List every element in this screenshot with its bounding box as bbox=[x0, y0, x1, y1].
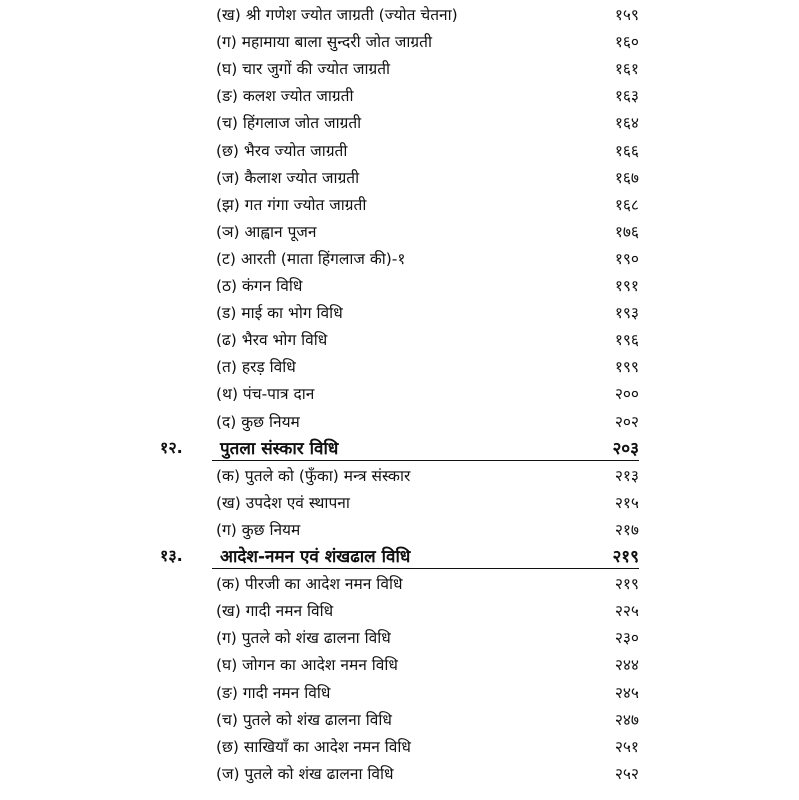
page-number: २१७ bbox=[614, 520, 639, 539]
entry-label: (च) हिंगलाज जोत जाग्रती bbox=[216, 114, 362, 133]
page-number: १६३ bbox=[614, 87, 639, 106]
toc-entry-row bbox=[0, 761, 799, 788]
toc-entry-row bbox=[0, 273, 799, 300]
entry-label: (ग) महामाया बाला सुन्दरी जोत जाग्रती bbox=[216, 33, 432, 52]
toc-entry-row bbox=[0, 354, 799, 381]
entry-label: (च) पुतले को शंख ढालना विधि bbox=[216, 710, 392, 729]
page-number: १९३ bbox=[614, 304, 639, 323]
page-number: २५१ bbox=[614, 737, 639, 756]
section-title: आदेश-नमन एवं शंखढाल विधि bbox=[220, 547, 411, 567]
toc-entry-row bbox=[0, 138, 799, 165]
page-number: १६६ bbox=[614, 141, 639, 160]
entry-label: (ज) कैलाश ज्योत जाग्रती bbox=[216, 168, 360, 187]
toc-entry-row bbox=[0, 300, 799, 327]
toc-entry-row bbox=[0, 2, 799, 29]
section-underline bbox=[212, 568, 639, 569]
entry-label: (ज) पुतले को शंख ढालना विधि bbox=[216, 764, 394, 783]
entry-label: (ढ) भैरव भोग विधि bbox=[216, 331, 328, 350]
toc-entry-row bbox=[0, 29, 799, 56]
toc-entry-row bbox=[0, 490, 799, 517]
toc-entry-row bbox=[0, 165, 799, 192]
entry-label: (ठ) कंगन विधि bbox=[216, 277, 303, 295]
toc-entry-row bbox=[0, 598, 799, 625]
page-number: २०० bbox=[614, 385, 639, 404]
toc-entry-row bbox=[0, 409, 799, 436]
toc-entry-row bbox=[0, 219, 799, 246]
toc-entry-row bbox=[0, 192, 799, 219]
page-number: २३० bbox=[614, 629, 639, 648]
page-number: १९६ bbox=[614, 331, 639, 350]
section-title: पुतला संस्कार विधि bbox=[220, 438, 339, 459]
entry-label: (द) कुछ नियम bbox=[216, 412, 300, 431]
entry-label: (ख) उपदेश एवं स्थापना bbox=[216, 493, 350, 512]
page-number: १९९ bbox=[614, 358, 639, 377]
page-number: २०३ bbox=[612, 438, 639, 459]
page-number: १६१ bbox=[614, 60, 639, 79]
page-number: २१९ bbox=[612, 547, 639, 567]
entry-label: (घ) चार जुगों की ज्योत जाग्रती bbox=[216, 60, 391, 79]
toc-entry-row bbox=[0, 246, 799, 273]
section-number: १२. bbox=[160, 437, 183, 457]
page-number: १५९ bbox=[614, 6, 639, 24]
page-number: २४४ bbox=[614, 656, 639, 675]
page-number: २४५ bbox=[614, 683, 639, 702]
page-number: २१५ bbox=[614, 493, 639, 512]
entry-label: (ड) माई का भोग विधि bbox=[216, 304, 343, 323]
toc-section-row bbox=[0, 436, 799, 463]
entry-label: (ग) पुतले को शंख ढालना विधि bbox=[216, 629, 391, 648]
toc-entry-row bbox=[0, 625, 799, 652]
entry-label: (छ) भैरव ज्योत जाग्रती bbox=[216, 141, 348, 160]
page-number: १६४ bbox=[614, 114, 639, 133]
entry-label: (ङ) कलश ज्योत जाग्रती bbox=[216, 87, 354, 106]
page-number: १७६ bbox=[614, 222, 639, 241]
entry-label: (ग) कुछ नियम bbox=[216, 520, 301, 539]
toc-entry-row bbox=[0, 327, 799, 354]
entry-label: (ख) श्री गणेश ज्योत जाग्रती (ज्योत चेतना) bbox=[216, 6, 458, 24]
entry-label: (क) पीरजी का आदेश नमन विधि bbox=[216, 575, 403, 594]
page-number: १९० bbox=[614, 249, 639, 268]
entry-label: (घ) जोगन का आदेश नमन विधि bbox=[216, 656, 398, 675]
toc-entry-row bbox=[0, 463, 799, 490]
toc-section-row bbox=[0, 544, 799, 571]
page-number: २०२ bbox=[614, 412, 639, 431]
entry-label: (ञ) आह्वान पूजन bbox=[216, 222, 317, 241]
toc-entry-row bbox=[0, 83, 799, 110]
toc-entry-row bbox=[0, 517, 799, 544]
entry-label: (ख) गादी नमन विधि bbox=[216, 602, 334, 621]
page-number: १६० bbox=[614, 33, 639, 52]
page-number: २२५ bbox=[614, 602, 639, 621]
page-number: १९१ bbox=[614, 277, 639, 295]
toc-entry-row bbox=[0, 571, 799, 598]
toc-entry-row bbox=[0, 56, 799, 83]
toc-entry-row bbox=[0, 707, 799, 734]
entry-label: (ङ) गादी नमन विधि bbox=[216, 683, 331, 702]
page-number: २१३ bbox=[614, 466, 639, 485]
entry-label: (झ) गत गंगा ज्योत जाग्रती bbox=[216, 195, 367, 214]
page-number: २४७ bbox=[614, 710, 639, 729]
entry-label: (त) हरड़ विधि bbox=[216, 358, 296, 377]
toc-entry-row bbox=[0, 110, 799, 137]
toc-entry-row bbox=[0, 652, 799, 679]
entry-label: (थ) पंच-पात्र दान bbox=[216, 385, 315, 404]
toc-entry-row bbox=[0, 381, 799, 408]
page-number: १६७ bbox=[614, 168, 639, 187]
page-number: १६८ bbox=[614, 195, 639, 214]
toc-entry-row bbox=[0, 680, 799, 707]
entry-label: (छ) साखियाँ का आदेश नमन विधि bbox=[216, 737, 411, 756]
page-number: २५२ bbox=[614, 764, 639, 783]
page-number: २१९ bbox=[614, 575, 639, 594]
section-number: १३. bbox=[160, 546, 183, 565]
entry-label: (क) पुतले को (फुँका) मन्त्र संस्कार bbox=[216, 466, 411, 485]
section-underline bbox=[212, 460, 639, 461]
entry-label: (ट) आरती (माता हिंगलाज की)-१ bbox=[216, 249, 406, 268]
toc-entry-row bbox=[0, 734, 799, 761]
